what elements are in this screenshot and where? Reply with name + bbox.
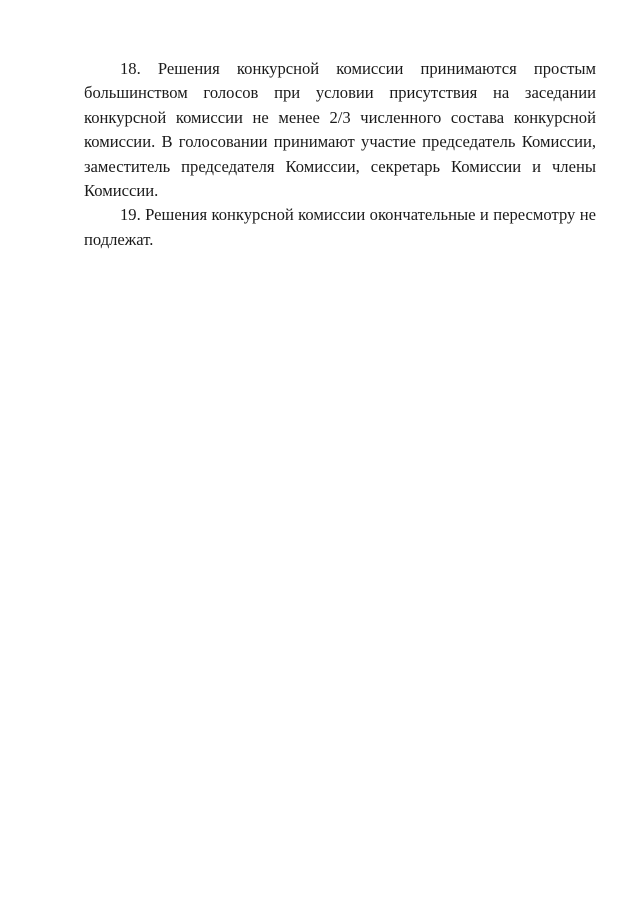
paragraph-18: 18. Решения конкурсной комиссии принимаются простым большинством голосов при условии присутствия на заседании конкурсной комиссии не менее 2/3 численного состава конкурсной комиссии. В голосовании принимают участие председатель Комиссии, заместитель председателя Комиссии, секретарь Комиссии и члены Комиссии. [84, 59, 596, 201]
paragraph-19: 19. Решения конкурсной комиссии окончательные и пересмотру не подлежат. [84, 205, 596, 249]
document-body [84, 57, 596, 252]
